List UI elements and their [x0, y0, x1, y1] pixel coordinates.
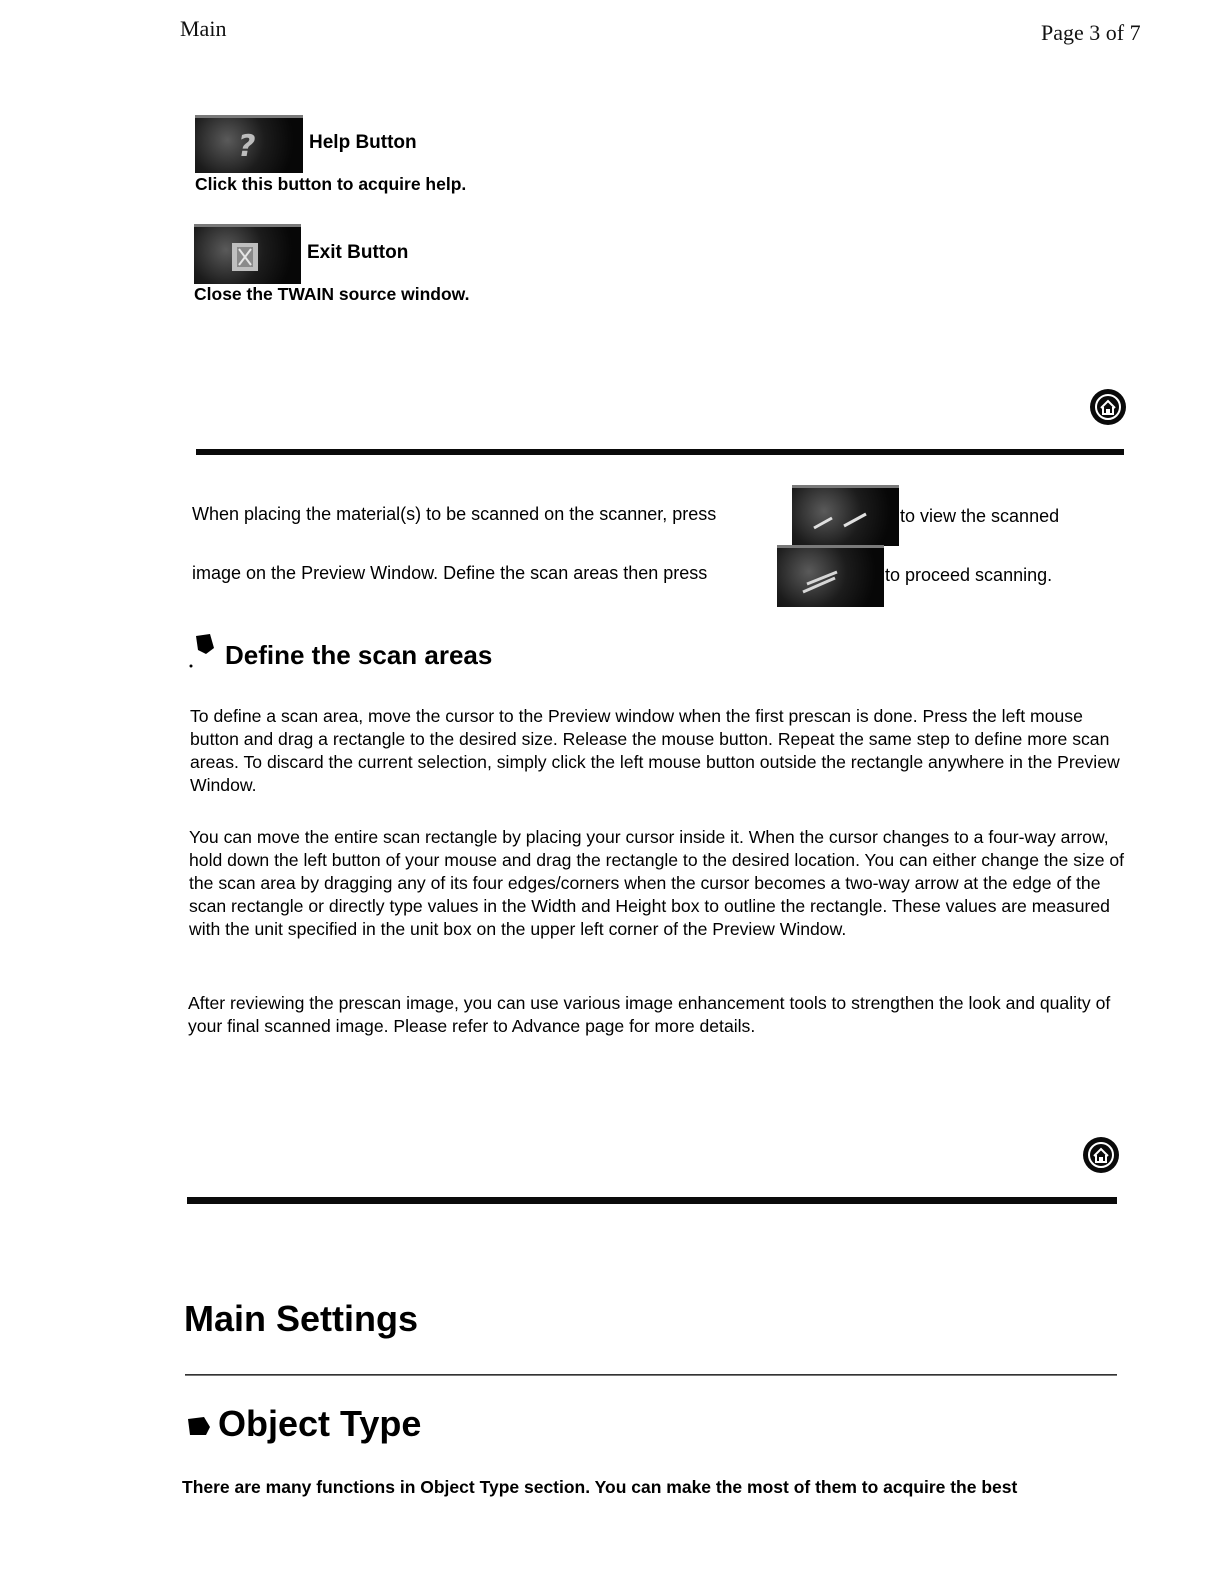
- help-question-icon: [195, 115, 303, 173]
- help-button-description: Click this button to acquire help.: [195, 174, 467, 194]
- main-settings-heading: Main Settings: [184, 1298, 419, 1339]
- home-icon[interactable]: [1090, 389, 1126, 425]
- header-left: Main: [180, 16, 227, 41]
- scan-intro-line1-start: When placing the material(s) to be scanned on the scanner, press: [192, 504, 717, 524]
- object-type-paragraph: There are many functions in Object Type section. You can make the most of them to acquire the best: [182, 1477, 1018, 1497]
- home-icon[interactable]: [1083, 1137, 1119, 1173]
- help-button-title: Help Button: [309, 132, 417, 153]
- exit-button-description: Close the TWAIN source window.: [194, 284, 470, 304]
- exit-button-title: Exit Button: [307, 242, 409, 263]
- exit-icon: [194, 224, 301, 284]
- bullet-icon: [186, 1413, 214, 1439]
- scan-icon: [777, 545, 884, 607]
- prescan-icon: [792, 485, 899, 546]
- thin-divider: [185, 1374, 1117, 1376]
- scan-intro-line2-start: image on the Preview Window. Define the scan areas then press: [192, 563, 708, 583]
- scan-intro-line1-end: to view the scanned: [900, 506, 1060, 526]
- svg-text:?: ?: [234, 129, 259, 164]
- section-divider: [196, 449, 1124, 455]
- object-type-heading: Object Type: [218, 1403, 422, 1444]
- scan-intro-line2-end: to proceed scanning.: [885, 565, 1053, 585]
- define-paragraph-1: To define a scan area, move the cursor to the Preview window when the first prescan is done. Press the left mouse button and drag a rectangle to the desired size. Release the mouse button. Repeat the same step to define more scan areas. To discard the current selection, simply click the left mouse button outside the rectangle anywhere in the Preview Window.: [190, 706, 1120, 795]
- header-page-number: Page 3 of 7: [1041, 20, 1141, 45]
- bullet-icon: [188, 632, 218, 668]
- define-paragraph-2: You can move the entire scan rectangle by placing your cursor inside it. When the cursor changes to a four-way arrow, hold down the left button of your mouse and drag the rectangle to the desired location. You can either change the size of the scan area by dragging any of its four edges/corners when the cursor becomes a two-way arrow at the edge of the scan rectangle or directly type values in the Width and Height box to outline the rectangle. These values are measured with the unit specified in the unit box on the upper left corner of the Preview Window.: [189, 827, 1125, 939]
- define-scan-areas-heading: Define the scan areas: [225, 640, 493, 670]
- section-divider: [187, 1197, 1117, 1204]
- define-paragraph-3: After reviewing the prescan image, you can use various image enhancement tools to strengthen the look and quality of your final scanned image. Please refer to Advance page for more details.: [188, 993, 1111, 1036]
